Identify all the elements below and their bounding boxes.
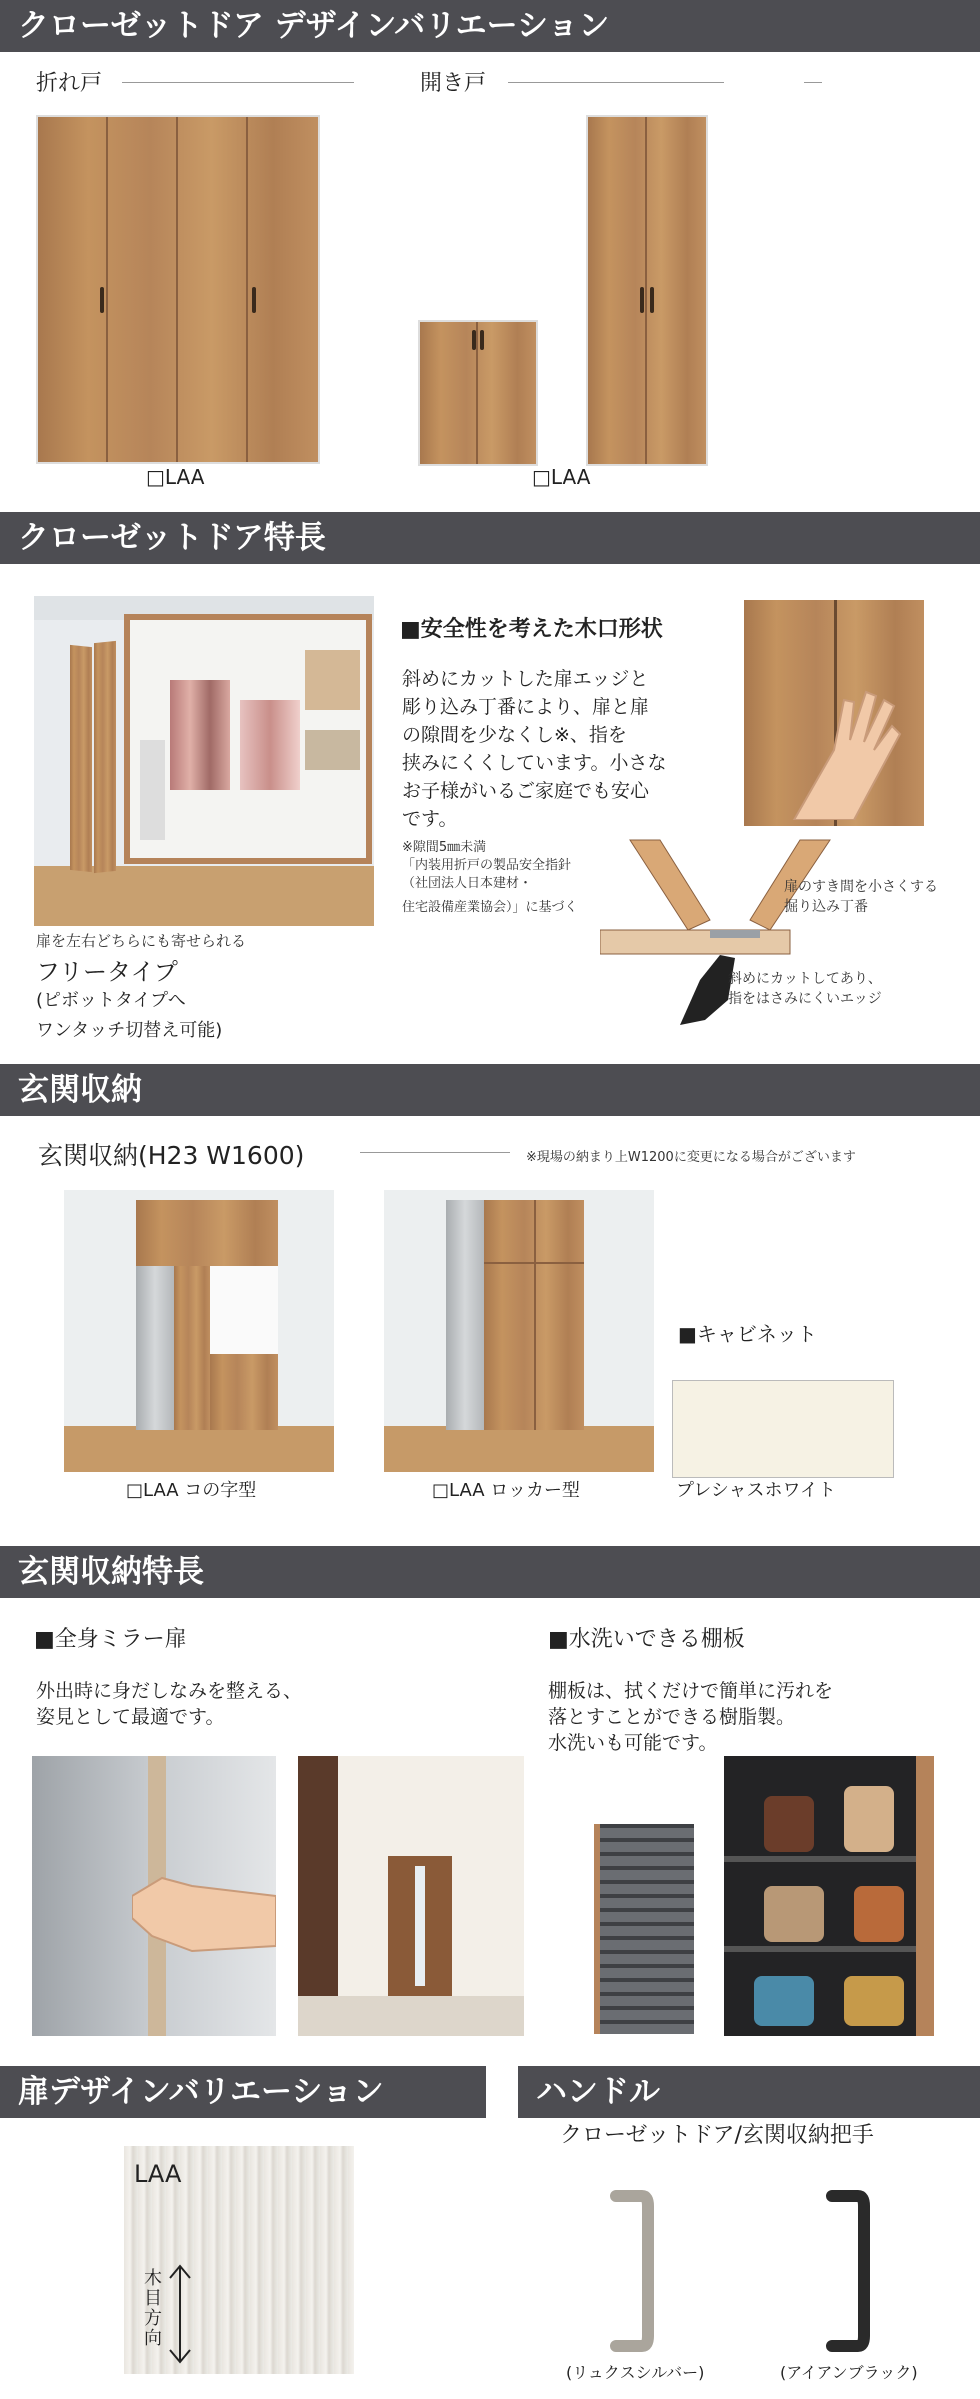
closet-frame [124, 614, 372, 864]
free-type-note: 扉を左右どちらにも寄せられる [36, 932, 247, 950]
door-knob [100, 287, 104, 313]
hinged-door-caption: □LAA [532, 465, 591, 489]
safety-note-line: 住宅設備産業協会）」に基づく [402, 900, 578, 915]
mirror-door-photo [32, 1756, 276, 2036]
free-type-sub1: (ピボットタイプへ [36, 990, 186, 1011]
edge-callout-line: 斜めにカットしてあり、 [728, 971, 882, 987]
door-knob [252, 287, 256, 313]
entrance-size-label: 玄関収納(H23 W1600) [38, 1141, 305, 1170]
safety-body-line: お子様がいるご家庭でも安心 [402, 780, 650, 802]
safety-body-line: 斜めにカットした扉エッジと [402, 668, 649, 690]
resin-shelf-photo [594, 1824, 694, 2034]
divider [804, 82, 822, 83]
hand-icon [132, 1856, 276, 1966]
section-header-entrance-storage: 玄関収納 [0, 1064, 980, 1116]
cabinet-color-title: ■キャビネット [678, 1322, 817, 1346]
shelf-title: ■水洗いできる棚板 [548, 1627, 745, 1652]
safety-body-line: 挟みにくくしています。小さな [402, 752, 667, 774]
folding-door-caption: □LAA [146, 465, 205, 489]
hinged-door-small-image [418, 320, 538, 466]
folding-door-image [36, 115, 320, 464]
entrance-cabinet-b-photo [384, 1190, 654, 1472]
folded-door-right [94, 641, 116, 873]
hand-icon [774, 680, 914, 820]
black-handle-icon [824, 2186, 874, 2356]
hinge-callout-line: 掘り込み丁番 [784, 899, 868, 915]
shelf-body-line: 水洗いも可能です。 [548, 1732, 718, 1754]
door-knob [480, 330, 484, 350]
entrance-hallway-photo [298, 1756, 524, 2036]
door-panel [420, 322, 478, 464]
section-header-handle: ハンドル [518, 2066, 980, 2118]
closet-interior-photo [34, 596, 374, 926]
mirror-body-line: 姿見として最適です。 [36, 1706, 225, 1728]
up-down-arrow-icon [168, 2264, 192, 2364]
safety-title: ■安全性を考えた木口形状 [400, 617, 663, 642]
shoe-shelf-photo [724, 1756, 934, 2036]
cabinet-a-caption: □LAA コの字型 [126, 1480, 257, 1501]
door-knob [472, 330, 476, 350]
silver-handle-name: (リュクスシルバー) [566, 2363, 705, 2382]
entrance-cabinet-a-photo [64, 1190, 334, 1472]
safety-note-line: ※隙間5㎜未満 [402, 840, 487, 855]
door-panel [178, 117, 248, 462]
mirror-body-line: 外出時に身だしなみを整える、 [36, 1680, 303, 1702]
free-type-sub2: ワンタッチ切替え可能) [36, 1020, 223, 1041]
door-panel [588, 117, 647, 464]
edge-callout-line: 指をはさみにくいエッジ [728, 991, 882, 1007]
divider [508, 82, 724, 83]
door-knob [640, 287, 644, 313]
door-knob [650, 287, 654, 313]
black-handle-name: (アイアンブラック) [780, 2363, 918, 2382]
divider [122, 82, 354, 83]
safety-body-line: 彫り込み丁番により、扉と扉 [402, 696, 650, 718]
shelf-body-line: 棚板は、拭くだけで簡単に汚れを [548, 1680, 834, 1702]
hinged-door-tall-image [586, 115, 708, 466]
safety-note-line: 「内装用折戸の製品安全指針 [402, 858, 572, 873]
precious-white-swatch [672, 1380, 894, 1478]
folding-door-label: 折れ戸 [36, 71, 103, 96]
hinge-callout-line: 扉のすき間を小さくする [784, 879, 938, 895]
safety-body-line: です。 [402, 808, 458, 830]
section-header-design-variation: クローゼットドア デザインバリエーション [0, 0, 980, 52]
silver-handle-icon [608, 2186, 658, 2356]
cabinet-color-name: プレシャスホワイト [676, 1480, 836, 1501]
door-panel [248, 117, 318, 462]
entrance-size-note: ※現場の納まり上W1200に変更になる場合がございます [526, 1150, 856, 1165]
mirror-title: ■全身ミラー扉 [34, 1627, 187, 1652]
free-type-title: フリータイプ [36, 958, 178, 986]
door-panel [38, 117, 108, 462]
folded-door-left [70, 645, 92, 872]
door-edge-photo [744, 600, 924, 826]
safety-note-line: （社団法人日本建材・ [402, 876, 533, 891]
safety-body-line: の隙間を少なくし※、指を [402, 724, 627, 746]
section-header-closet-features: クローゼットドア特長 [0, 512, 980, 564]
grain-direction-label: 木目方向 [141, 2268, 162, 2348]
laa-code-label: LAA [134, 2160, 182, 2188]
floor [34, 866, 374, 926]
hinged-door-label: 開き戸 [420, 71, 487, 96]
divider [360, 1152, 510, 1153]
cabinet-b-caption: □LAA ロッカー型 [432, 1480, 580, 1501]
shelf-body-line: 落とすことができる樹脂製。 [548, 1706, 796, 1728]
handle-subtitle: クローゼットドア/玄関収納把手 [560, 2123, 874, 2148]
door-panel [108, 117, 178, 462]
section-header-entrance-features: 玄関収納特長 [0, 1546, 980, 1598]
section-header-door-design: 扉デザインバリエーション [0, 2066, 486, 2118]
